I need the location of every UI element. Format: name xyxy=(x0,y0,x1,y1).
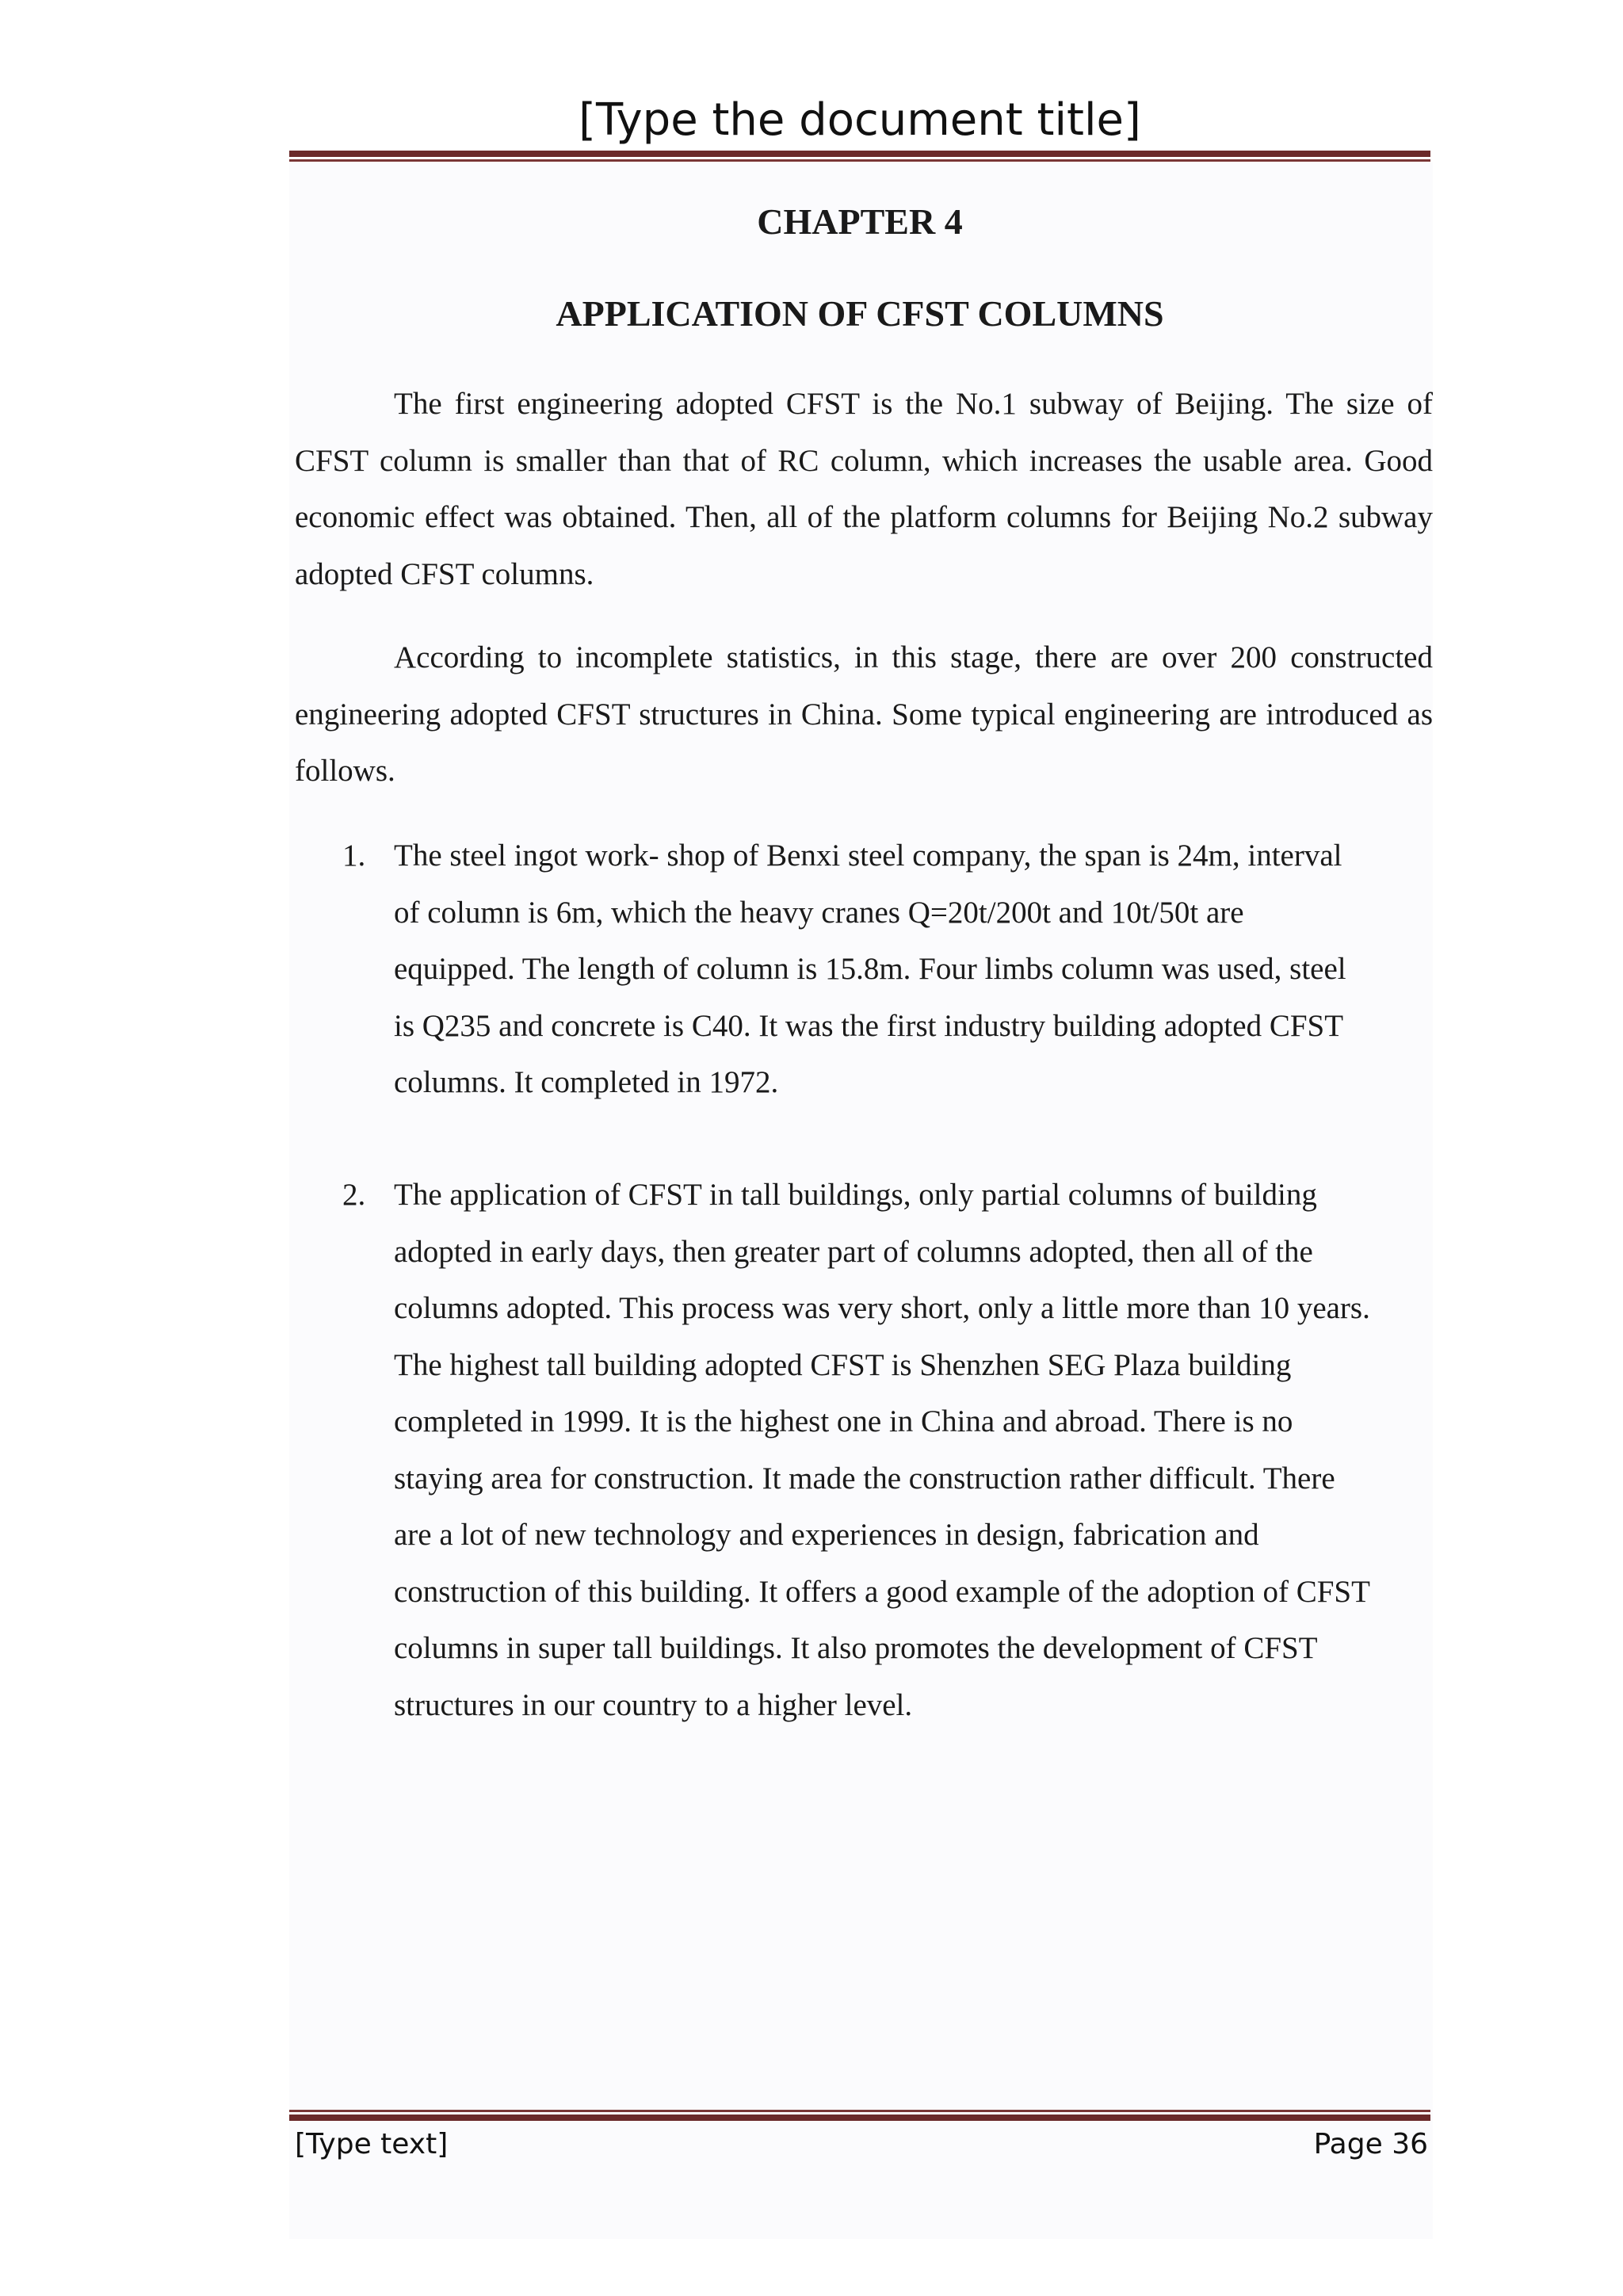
list-item-line: completed in 1999. It is the highest one in China and abroad. There is no xyxy=(394,1404,1293,1438)
chapter-title: APPLICATION OF CFST COLUMNS xyxy=(556,293,1164,334)
list-item-text xyxy=(394,827,1433,1111)
document-header-title: [Type the document title] xyxy=(579,94,1141,146)
list-item-line: columns in super tall buildings. It also promotes the development of CFST xyxy=(394,1631,1318,1665)
list-item-line: construction of this building. It offers a good example of the adoption of CFST xyxy=(394,1574,1370,1609)
chapter-number: CHAPTER 4 xyxy=(757,201,963,242)
footer-text: [Type text] xyxy=(295,2128,449,2160)
list-item-line: staying area for construction. It made the construction rather difficult. There xyxy=(394,1461,1335,1496)
list-item-line: The steel ingot work- shop of Benxi steel company, the span is 24m, interval xyxy=(394,839,1342,873)
list-item-line: The application of CFST in tall buildings, only partial columns of building xyxy=(394,1178,1317,1212)
paragraph: The first engineering adopted CFST is the No.1 subway of Beijing. The size of CFST column is smaller than that of RC column, which increases the usable area. Good economic effect was obtained. Then, all of the platform columns for Beijing No.2 subway adopted CFST columns. xyxy=(295,387,1433,591)
list-item-number: 2. xyxy=(342,1178,366,1212)
paragraph: According to incomplete statistics, in this stage, there are over 200 constructed engineering adopted CFST structures in China. Some typical engineering are introduced as follows. xyxy=(295,640,1433,788)
list-item-text xyxy=(394,1167,1433,1733)
list-item-number: 1. xyxy=(342,839,366,873)
list-item-line: equipped. The length of column is 15.8m. Four limbs column was used, steel xyxy=(394,952,1346,986)
list-item-line: of column is 6m, which the heavy cranes Q=20t/200t and 10t/50t are xyxy=(394,895,1244,930)
footer-rule xyxy=(289,2110,1430,2121)
header-rule xyxy=(289,151,1430,162)
list-item-line: columns adopted. This process was very short, only a little more than 10 years. xyxy=(394,1291,1370,1325)
list-item-line: The highest tall building adopted CFST is Shenzhen SEG Plaza building xyxy=(394,1347,1292,1382)
list-item-line: adopted in early days, then greater part of columns adopted, then all of the xyxy=(394,1234,1313,1269)
list-item-line: is Q235 and concrete is C40. It was the first industry building adopted CFST xyxy=(394,1008,1344,1043)
list-item-line: structures in our country to a higher level. xyxy=(394,1687,913,1722)
page-number: Page 36 xyxy=(1313,2128,1428,2160)
list-item-line: columns. It completed in 1972. xyxy=(394,1065,779,1099)
list-item-line: are a lot of new technology and experiences in design, fabrication and xyxy=(394,1518,1259,1552)
